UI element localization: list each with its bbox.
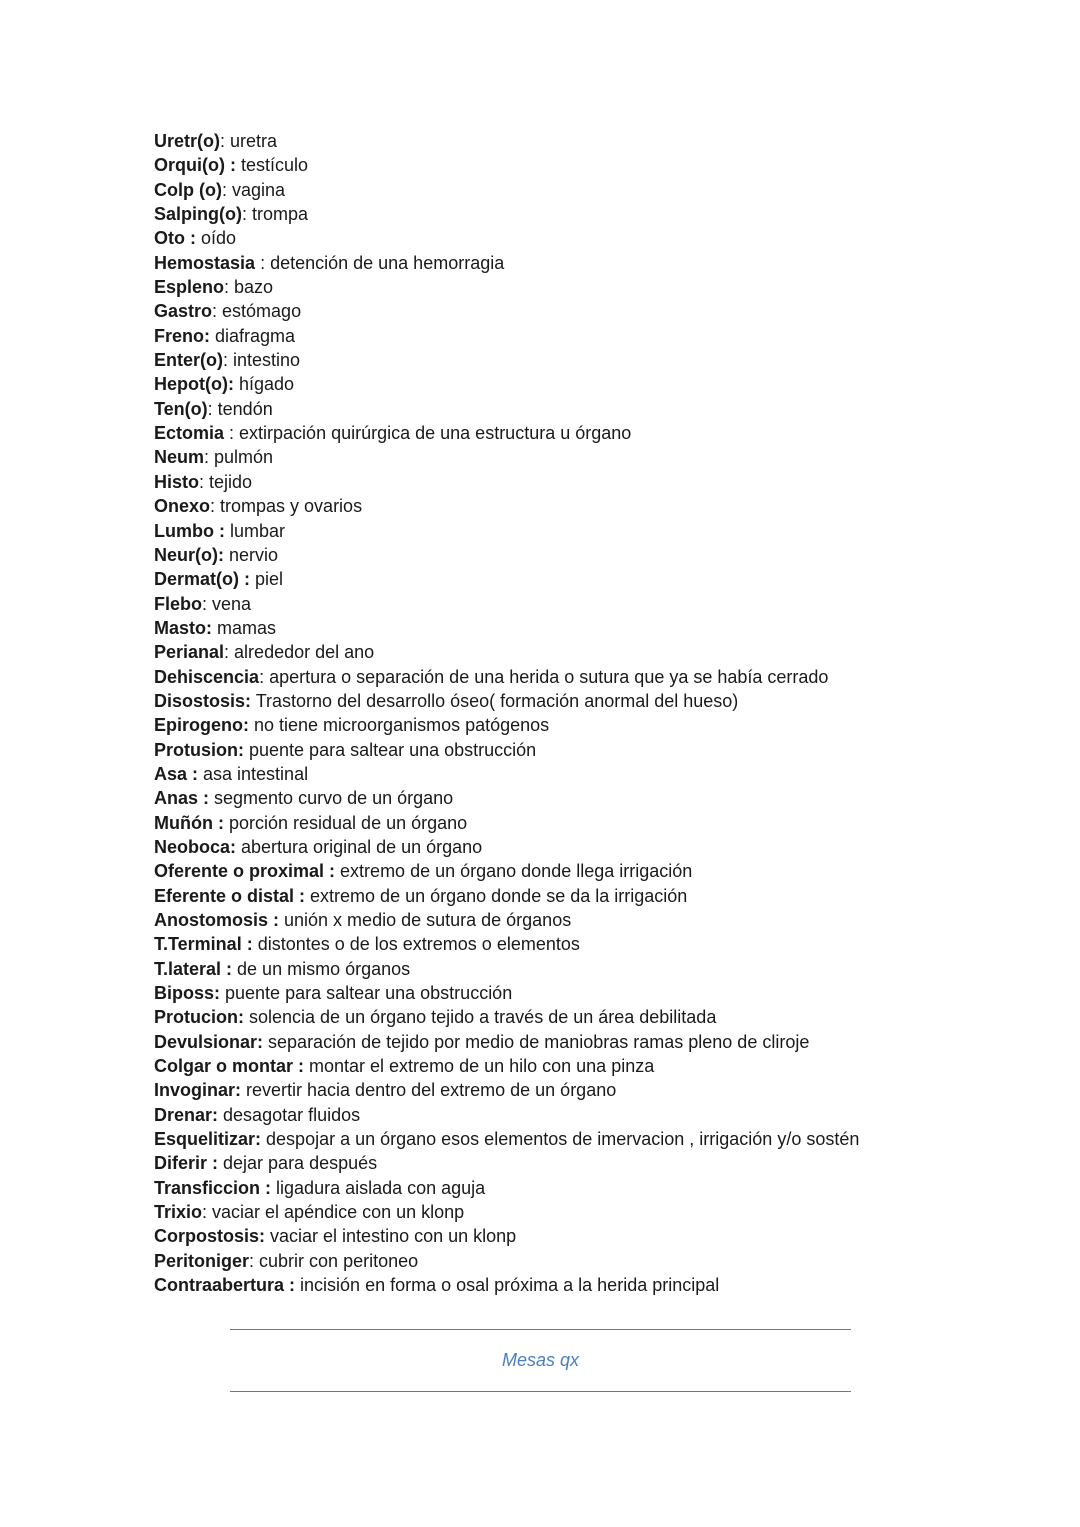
entry-term: Anostomosis : <box>154 910 280 930</box>
entry-definition: oído <box>196 228 237 249</box>
entry-definition: solencia de un órgano tejido a través de un área debilitada <box>244 1007 717 1028</box>
glossary-entry <box>154 1005 1034 1029</box>
entry-definition: no tiene microorganismos patógenos <box>249 715 550 736</box>
entry-term: Uretr(o) <box>154 131 220 151</box>
entry-term: Trixio <box>154 1202 203 1223</box>
entry-term: T.lateral : <box>154 958 233 979</box>
entry-term: Eferente o distal : <box>154 885 306 906</box>
glossary-entry <box>154 178 1034 202</box>
entry-definition: : alrededor del ano <box>224 642 375 663</box>
entry-definition: lumbar <box>224 520 286 541</box>
glossary-entry <box>154 932 1034 956</box>
entry-term: Ten(o) <box>154 398 208 419</box>
glossary-entry <box>154 1176 1034 1200</box>
entry-term: Drenar: <box>154 1104 219 1125</box>
glossary-entry <box>154 251 1034 275</box>
glossary-entry <box>154 129 1034 153</box>
glossary-entry <box>154 421 1034 445</box>
entry-term: Disostosis: <box>154 690 252 711</box>
entry-definition: hígado <box>233 374 295 395</box>
entry-definition: : vena <box>202 593 252 614</box>
glossary-entry <box>154 689 1034 713</box>
entry-term: Dehiscencia <box>154 666 260 687</box>
entry-definition: : trompas y ovarios <box>210 496 363 517</box>
glossary-entry <box>154 762 1034 786</box>
glossary-entry <box>154 981 1034 1005</box>
entry-definition: desagotar fluidos <box>218 1104 361 1125</box>
entry-definition: segmento curvo de un órgano <box>209 788 454 809</box>
entry-definition: : vaciar el apéndice con un klonp <box>202 1202 465 1223</box>
entry-definition: vaciar el intestino con un klonp <box>265 1226 517 1247</box>
entry-definition: Trastorno del desarrollo óseo( formación anormal del hueso) <box>251 690 739 711</box>
entry-term: Corpostosis: <box>154 1226 266 1247</box>
entry-term: Flebo <box>154 593 202 614</box>
entry-term: Invoginar: <box>154 1080 242 1101</box>
entry-definition: testículo <box>235 155 309 176</box>
entry-term: Muñón : <box>154 812 224 833</box>
glossary-entry <box>154 592 1034 616</box>
entry-term: T.Terminal : <box>154 934 253 955</box>
glossary-entry <box>154 543 1034 567</box>
glossary-entry <box>154 713 1034 737</box>
entry-term: Protucion: <box>154 1007 244 1028</box>
glossary-list <box>154 129 1034 1298</box>
entry-term: Colgar o montar : <box>154 1056 305 1077</box>
entry-definition: : pulmón <box>204 447 274 468</box>
glossary-entry <box>154 202 1034 226</box>
glossary-entry <box>154 299 1034 323</box>
glossary-entry <box>154 1127 1034 1151</box>
entry-definition: puente para saltear una obstrucción <box>220 983 513 1004</box>
glossary-entry <box>154 275 1034 299</box>
entry-definition: : extirpación quirúrgica de una estructura u órgano <box>224 423 632 444</box>
entry-term: Gastro <box>154 301 213 322</box>
entry-term: Neoboca: <box>154 836 237 857</box>
entry-term: Salping(o) <box>154 204 242 225</box>
entry-term: Protusion: <box>154 739 244 760</box>
entry-definition: ligadura aislada con aguja <box>271 1177 486 1198</box>
glossary-entry <box>154 494 1034 518</box>
footer-bottom-rule <box>230 1391 851 1392</box>
entry-definition: separación de tejido por medio de maniobras ramas pleno de cliroje <box>263 1031 810 1052</box>
entry-term: Orqui(o) : <box>154 155 236 176</box>
glossary-entry <box>154 811 1034 835</box>
entry-term: Neum <box>154 447 205 468</box>
entry-term: Colp (o) <box>154 179 222 200</box>
glossary-entry <box>154 859 1034 883</box>
entry-definition: montar el extremo de un hilo con una pinza <box>304 1056 655 1077</box>
footer-text: Mesas qx <box>501 1350 580 1370</box>
entry-definition: : tendón <box>207 398 273 419</box>
entry-term: Hemostasia <box>154 252 256 273</box>
glossary-entry <box>154 324 1034 348</box>
entry-definition: asa intestinal <box>198 763 309 784</box>
entry-term: Enter(o) <box>154 350 223 371</box>
glossary-entry <box>154 835 1034 859</box>
entry-definition: : bazo <box>224 277 274 298</box>
glossary-entry <box>154 884 1034 908</box>
entry-definition: extremo de un órgano donde se da la irrigación <box>305 885 688 906</box>
entry-term: Esquelitizar: <box>154 1129 262 1150</box>
glossary-entry <box>154 519 1034 543</box>
entry-definition: mamas <box>212 617 277 638</box>
glossary-entry <box>154 1078 1034 1102</box>
entry-term: Espleno <box>154 277 225 298</box>
entry-definition: : estómago <box>212 301 302 322</box>
entry-term: Epirogeno: <box>154 715 249 736</box>
entry-definition: : tejido <box>199 471 253 492</box>
glossary-entry <box>154 616 1034 640</box>
glossary-entry <box>154 908 1034 932</box>
entry-term: Dermat(o) : <box>154 569 251 590</box>
entry-definition: : detención de una hemorragia <box>255 252 505 273</box>
entry-term: Biposs: <box>154 983 221 1004</box>
entry-term: Oferente o proximal : <box>154 861 336 882</box>
entry-term: Peritoniger <box>154 1250 250 1271</box>
footer-top-rule <box>230 1329 851 1330</box>
glossary-entry <box>154 786 1034 810</box>
glossary-entry <box>154 1054 1034 1078</box>
entry-definition: abertura original de un órgano <box>236 836 483 857</box>
glossary-entry <box>154 397 1034 421</box>
entry-term: Onexo <box>154 496 211 517</box>
entry-definition: : intestino <box>223 350 301 371</box>
glossary-entry <box>154 567 1034 591</box>
glossary-entry <box>154 1030 1034 1054</box>
entry-definition: distontes o de los extremos o elementos <box>252 934 580 955</box>
entry-term: Oto : <box>154 228 196 249</box>
entry-term: Freno: <box>154 325 210 346</box>
entry-term: Perianal <box>154 642 225 663</box>
entry-term: Devulsionar: <box>154 1031 264 1052</box>
entry-definition: : trompa <box>242 204 309 225</box>
entry-definition: : vagina <box>221 179 286 200</box>
entry-definition: diafragma <box>210 325 296 346</box>
entry-term: Contraabertura : <box>154 1275 296 1296</box>
entry-definition: de un mismo órganos <box>232 958 411 979</box>
glossary-entry <box>154 1273 1034 1297</box>
entry-term: Lumbo : <box>154 520 225 541</box>
entry-term: Anas : <box>154 788 210 809</box>
glossary-entry <box>154 153 1034 177</box>
glossary-entry <box>154 738 1034 762</box>
glossary-entry <box>154 1103 1034 1127</box>
entry-term: Asa : <box>154 763 199 784</box>
page-footer <box>230 1329 851 1393</box>
entry-definition: : cubrir con peritoneo <box>249 1250 419 1271</box>
glossary-entry <box>154 957 1034 981</box>
entry-term: Ectomia <box>154 423 225 444</box>
entry-definition: dejar para después <box>218 1153 378 1174</box>
glossary-entry <box>154 372 1034 396</box>
entry-definition: despojar a un órgano esos elementos de imervacion , irrigación y/o sostén <box>261 1129 860 1150</box>
entry-definition: porción residual de un órgano <box>223 812 468 833</box>
glossary-entry <box>154 1224 1034 1248</box>
entry-definition: incisión en forma o osal próxima a la herida principal <box>295 1275 720 1296</box>
entry-definition: nervio <box>224 544 279 565</box>
entry-definition: puente para saltear una obstrucción <box>244 739 537 760</box>
entry-term: Diferir : <box>154 1153 219 1174</box>
glossary-entry <box>154 445 1034 469</box>
glossary-entry <box>154 640 1034 664</box>
entry-term: Masto: <box>154 617 212 638</box>
glossary-entry <box>154 226 1034 250</box>
glossary-entry <box>154 470 1034 494</box>
glossary-entry <box>154 1249 1034 1273</box>
glossary-entry <box>154 1151 1034 1175</box>
entry-definition: piel <box>250 569 284 590</box>
glossary-entry <box>154 1200 1034 1224</box>
entry-term: Transficcion : <box>154 1177 272 1198</box>
glossary-entry <box>154 665 1034 689</box>
glossary-entry <box>154 348 1034 372</box>
entry-term: Neur(o): <box>154 544 224 565</box>
entry-definition: revertir hacia dentro del extremo de un órgano <box>241 1080 617 1101</box>
entry-term: Histo <box>154 471 199 492</box>
entry-term: Hepot(o): <box>154 374 234 395</box>
entry-definition: : uretra <box>220 131 278 151</box>
entry-definition: : apertura o separación de una herida o sutura que ya se había cerrado <box>259 666 829 687</box>
entry-definition: extremo de un órgano donde llega irrigación <box>335 861 693 882</box>
entry-definition: unión x medio de sutura de órganos <box>279 910 572 930</box>
